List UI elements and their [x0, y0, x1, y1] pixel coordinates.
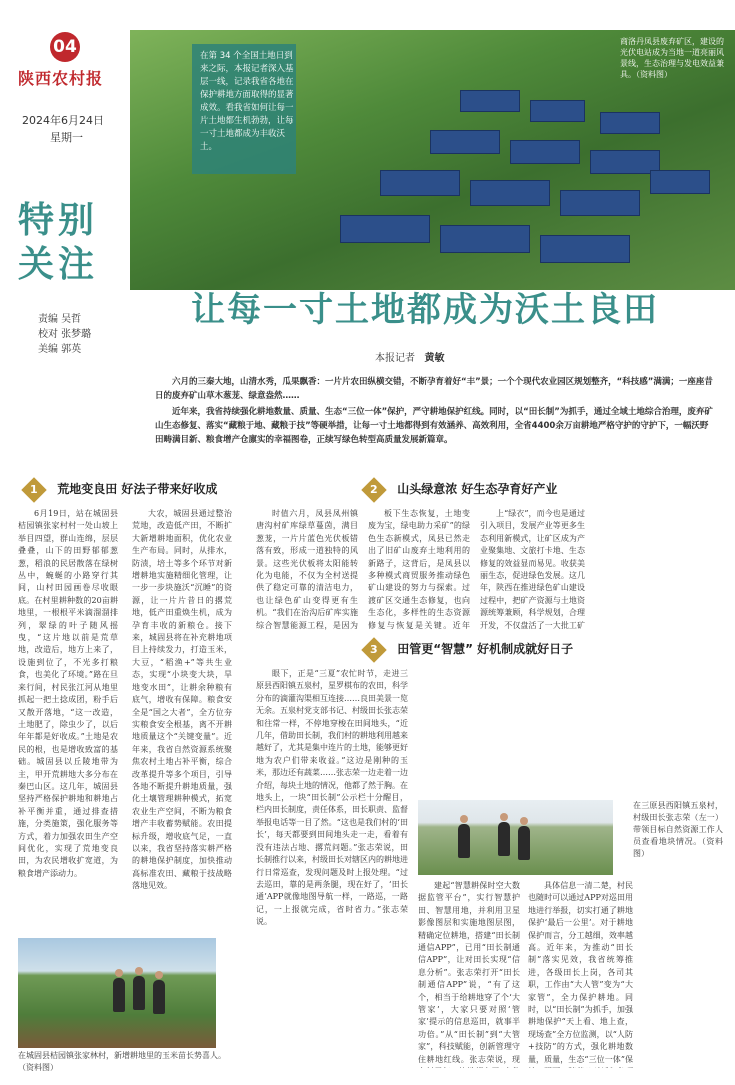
section-title: 特别关注 [18, 199, 99, 285]
article-column: 时值六月，凤县凤州镇唐沟村矿库绿草蔓茵，满目葱茏，一片片蓝色光伏板错落有致，形成一道独特的风景。这些光伏板将太阳能转化为电能，不仅为全村送提供了稳定可靠的清洁电力，也让绿色矿山变得更有生机。“我们在治沟后矿库实施综合智慧能源工程，是因为 [256, 509, 358, 630]
section-number: 2 [370, 483, 378, 496]
section-heading-1 [25, 480, 217, 500]
hero-lead: 在第 34 个全国土地日到来之际，本报记者深入基层一线，记录我省各地在保护耕地方面取得的显著成效。看我省如何让每一片土地都生机勃勃，让每一寸土地都成为丰收沃土。 [200, 51, 294, 152]
article-column: 眼下，正是“三夏”农忙时节，走进三原县西阳镇五泉村，星罗棋布的农田，科学分布的滴灌沟渠相互连接……良田美景一览无余。五泉村党支部书记、村级田长张志荣和往常一样，不停地穿梭在田间地头，“近几年，借助田长制，我们村的耕地利用越来越好了，尤其是集中连片的土地，能够更好地为农户们带来收益。”这边是刚种的玉米，那边还有蔬菜……张志荣一边走着一边介绍，每块土地的情况，他都了然于胸。在地头上，一块“田长制”公示栏十分醒目，栏内田长制度，责任体系，田长职责、监督举报电话等一目了然。“这也是我们村的‘田长’，每天都要到田间地头走一走，看着有没有违法占地、撂荒问题。”张志荣说，田长制推行以来，村级田长对辖区内的耕地进行日常巡查，发现问题及时上报处理。“过去巡田，靠的是两条腿，现在好了，‘田长通’APP就像地图导航一样，一路巡，一路记，一上报就完成，省时省力。”张志荣说。 [256, 669, 408, 927]
article-column: 6月19日，站在城固县桔园镇张家村村一处山坡上举目四望，群山连绵，层层叠叠，山下的田野郁郁葱葱，稻浪的民居散落在绿树丛中，蜿蜒的小路穿行其间，山村田园画卷尽收眼底。在村里耕种数的20亩耕地里，一根根平米滴溜溜排列，翠绿的叶子随风摇曳，“这片地以前是荒草地，改造后，地方上来了，设施到位了，不光多打粮食，也美化了环境。”路在旦来行间，村民张江河从地里抓起一把土捻成团，粉手后又散开落地，“这一改造，土地肥了，除虫少了，以后年年都是好收成。”土地是农民的根，也是增收致富的基础。城固县以丘陵地带为主，甲开荒耕地大多分布在秦巴山区。这几年，城固县坚持严格保护耕地和耕地占补平衡并重，通过排查措施，分类施策，强化服务等方式，着力加强农田生产空间优化，实现了荒地变良田，为农民增收扩宽道，为粮食增产添动力。 [18, 509, 118, 878]
section-number: 1 [30, 483, 38, 496]
intro [155, 375, 715, 449]
editor-line: 校对 张梦璐 [38, 329, 92, 340]
article-column: 具体信息一清二楚，村民也随时可以通过APP对巡田用地进行举报，切实打通了耕地保护‘最后一公里’。对于耕地保护而言，分工越细，效率越高。近年来，为推动“田长制”落实见效，我省统筹推进，各级田长上岗，各司其职，工作由“大人管”变为“大家管”，全力保护耕地。同时，以“田长制”为抓手，加强耕地保护“天上看、地上查，现场查”全方位监测，以“人防+技防”的方式，强化耕地数量，质量，生态“三位一体”保 [528, 881, 633, 1064]
issue-date: 2024年6月24日 [22, 114, 104, 127]
article-column: 上“绿衣”，而今也是通过引入项目，发展产业等更多生态利用新模式，让矿区成为产业聚集地、文旅打卡地、生态修复的效益显而易见。收获美丽生态，促进绿色发展。这几年，陕西在推进绿色矿山建设过程中，把矿产资源与土地资源统筹兼顾，科学规划，合理开发，不仅盘活了一大批工矿 [480, 509, 585, 630]
article-column: 板下生态恢复，土地变废为宝，绿电助力采矿”的绿色生态新模式，凤县已然走出了旧矿山废弃土地利用的新路子，这背后，是凤县以多种模式商贸服务推动绿色矿山建设的努力与探索。过渡矿区交通生态修复，也向生态化，多样性的生态资源修复与恢复是关键。近年 [368, 509, 470, 630]
byline-prefix: 本报记者 [375, 353, 415, 364]
headline: 让每一寸土地都成为沃土良田 [191, 290, 659, 330]
section-heading-3 [365, 640, 573, 660]
editors [38, 312, 91, 357]
section-number: 3 [370, 643, 378, 656]
field-inspection-photo [418, 800, 613, 875]
photo-caption: 在三原县西阳镇五泉村，村级田长张志荣（左一）带领目标自然资源工作人员查看地块情况。（资料图） [633, 801, 723, 858]
issue-weekday: 星期一 [50, 131, 83, 144]
section-title-text: 荒地变良田 好法子带来好收成 [57, 482, 218, 496]
photo-caption: 在城固县桔园镇张家林村，新增耕地里的玉米苗长势喜人。（资料图） [18, 1051, 226, 1072]
article-column: 大农，城固县通过整治荒地，改造低产田，不断扩大新增耕地面积，优化农业生产布局。同时，从排水，防渍，培土等多个环节对新增耕地实施精细化管理，让一步一步块施沃“沉睡”的资源，让一片片昔日的撂荒地，低产田重焕生机，成为孕育丰收的新粮仓。接下来，城固县将在补充耕地项目上持续发力，打造玉米，大豆，“稻渔+”等共生业态，实现“小块变大块，旱地变水田”，让耕余种粮有底气，增收有保障。粮食安全是“国之大者”，全方位夯实粮食安全根基，离不开耕地质量这个“关键变量”。近年来，我省自然资源系统聚焦农村土地占补平衡，综合改革提升等多个项目，引导各地不断提升耕地质量，强化土壤管理耕种模式，拓宽农业生产空间，不断为粮食增产丰收蓄势赋能。农田提标升级，增收底气足，一直以来，我省坚持落实耕严格的耕地保护制度，加快推动高标准农田、藏粮于技战略落地见效。 [132, 509, 232, 891]
intro-paragraph: 近年来，我省持续强化耕地数量、质量、生态“三位一体”保护，严守耕地保护红线。同时，以“田长制”为抓手，通过全域土地综合治理，废弃矿山生态修复、落实“藏粮于地、藏粮于技”等硬举措，让每一寸土地都得到有效涵养、高效利用，全省4400余万亩耕地严格守护的守护下，一幅沃野田畴满目新、粮食增产仓廪实的幸福图卷，正续写绿色转型高质量发展新篇章。 [155, 407, 713, 445]
intro-paragraph: 六月的三秦大地，山清水秀，瓜果飘香：一片片农田纵横交错，不断孕育着好“丰”景；一个个现代农业园区规划整齐，“科技感”满满；一座座昔日的废弃矿山草木葱茏、绿意盎然…… [155, 377, 713, 401]
byline [375, 349, 445, 364]
article-column: 建起“智慧耕保时空大数据监管平台”，实行智慧护田、智慧用地，并利用卫星影像图层和实施地图层图，精确定位耕地，搭建“田长制通信APP”，已用“田长制通信APP”，让对田长实现“信息分析”。张志荣打开“田长制通信APP”说，“有了这个，相当于给耕地穿了个‘大管家’，大家只要对照‘管家’提示的信息巡田，就事半功倍。”从“田长制”到“大管家”，科技赋能，创新管理守住耕地红线。张志荣说，现 [418, 881, 520, 1064]
page-number: 04 [50, 32, 80, 62]
editor-line: 责编 吴哲 [38, 314, 82, 325]
hero-caption: 商洛丹凤县废弃矿区，建设的光伏电站成为当地一道亮丽风景线，生态治理与发电效益兼具。（资料图） [620, 37, 724, 79]
editor-line: 美编 郭英 [38, 344, 82, 355]
section-title-text: 田管更“智慧” 好机制成就好日子 [397, 642, 574, 656]
newspaper-name: 陕西农村报 [18, 69, 104, 88]
section-title-text: 山头绿意浓 好生态孕育好产业 [397, 482, 558, 496]
corn-field-photo [18, 938, 216, 1048]
section-heading-2 [365, 480, 557, 500]
byline-name: 黄敏 [424, 353, 445, 364]
